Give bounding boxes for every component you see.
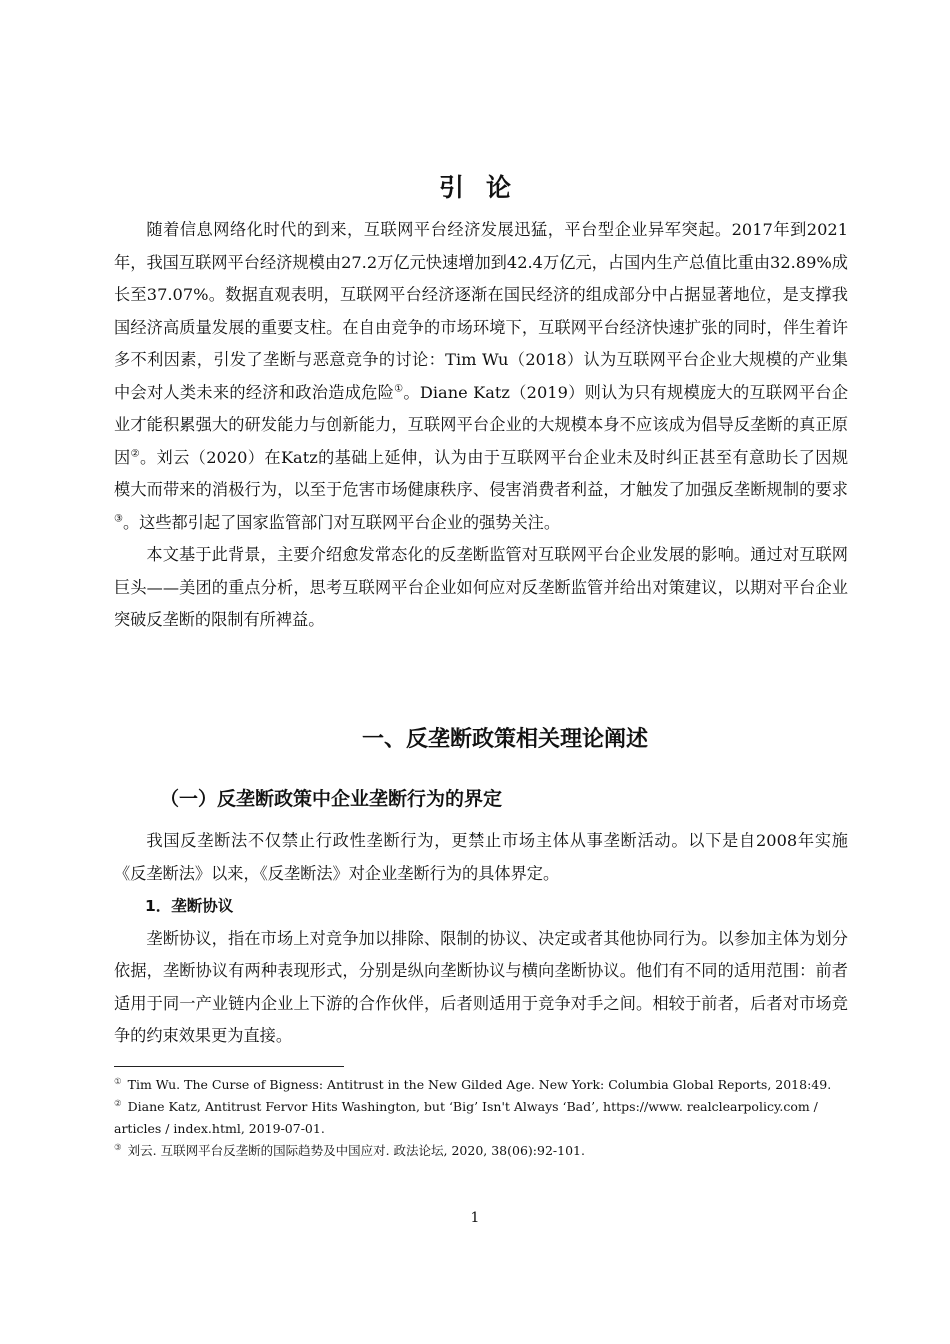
intro-paragraph-2: 本文基于此背景，主要介绍愈发常态化的反垄断监管对互联网平台企业发展的影响。通过对互联网巨头——美团的重点分析，思考互联网平台企业如何应对反垄断监管并给出对策建议，以期对平台企业突破反垄断的限制有所裨益。 bbox=[114, 545, 848, 629]
section-1-paragraph-2: 垄断协议，指在市场上对竞争加以排除、限制的协议、决定或者其他协同行为。以参加主体为划分依据，垄断协议有两种表现形式，分别是纵向垄断协议与横向垄断协议。他们有不同的适用范围：前者适用于同一产业链内企业上下游的合作伙伴，后者则适用于竞争对手之间。相较于前者，后者对市场竞争的约束效果更为直接。 bbox=[114, 928, 848, 1045]
item-heading-monopoly-agreement: 1．垄断协议 bbox=[145, 897, 234, 915]
intro-text-part-1: 随着信息网络化时代的到来，互联网平台经济发展迅猛，平台型企业异军突起。2017年到2021年，我国互联网平台经济规模由27.2万亿元快速增加到42.4万亿元，占国内生产总值比重由32.89%成长至37.07%。数据直观表明，互联网平台经济逐渐在国民经济的组成部分中占据显著地位，是支撑我国经济高质量发展的重要支柱。在自由竞争的市场环境下，互联网平台经济快速扩张的同时，伴生着许多不利因素，引发了垄断与恶意竞争的讨论：Tim Wu（2018）认为互联网平台企业大规模的产业集中会对人类未来的经济和政治造成危险 bbox=[114, 220, 848, 402]
footnote-ref-2[interactable]: ② bbox=[130, 448, 140, 460]
footnote-ref-1[interactable]: ① bbox=[394, 383, 404, 395]
footnote-text-2: Diane Katz, Antitrust Fervor Hits Washington, but ‘Big’ Isn't Always ‘Bad’, https://www. realclearpolicy.com / articles / index.html, 2019-07-01. bbox=[114, 1099, 818, 1136]
footnote-3 bbox=[114, 1140, 848, 1162]
section-1-body bbox=[114, 825, 848, 1053]
intro-body bbox=[114, 214, 848, 637]
intro-text-part-2: 。Diane Katz（2019）则认为只有规模庞大的互联网平台企业才能积累强大的研发能力与创新能力，互联网平台企业的大规模本身不应该成为倡导反垄断的真正原因 bbox=[114, 382, 849, 467]
footnote-text-1: Tim Wu. The Curse of Bigness: Antitrust in the New Gilded Age. New York: Columbia Global Reports, 2018:49. bbox=[127, 1077, 832, 1092]
section-1-paragraph-1: 我国反垄断法不仅禁止行政性垄断行为，更禁止市场主体从事垄断活动。以下是自2008年实施《反垄断法》以来，《反垄断法》对企业垄断行为的具体界定。 bbox=[114, 831, 848, 883]
footnote-ref-3[interactable]: ③ bbox=[114, 513, 123, 525]
intro-text-part-4: 。这些都引起了国家监管部门对互联网平台企业的强势关注。 bbox=[122, 512, 561, 532]
intro-heading: 引论 bbox=[438, 173, 533, 202]
footnotes bbox=[114, 1074, 848, 1162]
footnote-1 bbox=[114, 1074, 848, 1096]
subsection-1-heading: （一）反垄断政策中企业垄断行为的界定 bbox=[160, 788, 503, 810]
page-number: 1 bbox=[470, 1210, 480, 1226]
intro-paragraph-1 bbox=[114, 214, 848, 539]
footnote-text-3: 刘云. 互联网平台反垄断的国际趋势及中国应对. 政法论坛, 2020, 38(06):92-101. bbox=[127, 1143, 585, 1158]
section-1-heading: 一、反垄断政策相关理论阐述 bbox=[361, 727, 648, 752]
footnote-mark-3: ③ bbox=[114, 1142, 122, 1153]
footnote-divider bbox=[114, 1066, 344, 1067]
footnote-mark-1: ① bbox=[114, 1076, 122, 1087]
intro-text-part-3: 。刘云（2020）在Katz的基础上延伸，认为由于互联网平台企业未及时纠正甚至有意助长了因规模大而带来的消极行为，以至于危害市场健康秩序、侵害消费者利益，才触发了加强反垄断规制的要求 bbox=[114, 447, 848, 499]
footnote-mark-2: ② bbox=[114, 1098, 122, 1109]
footnote-2 bbox=[114, 1096, 848, 1140]
